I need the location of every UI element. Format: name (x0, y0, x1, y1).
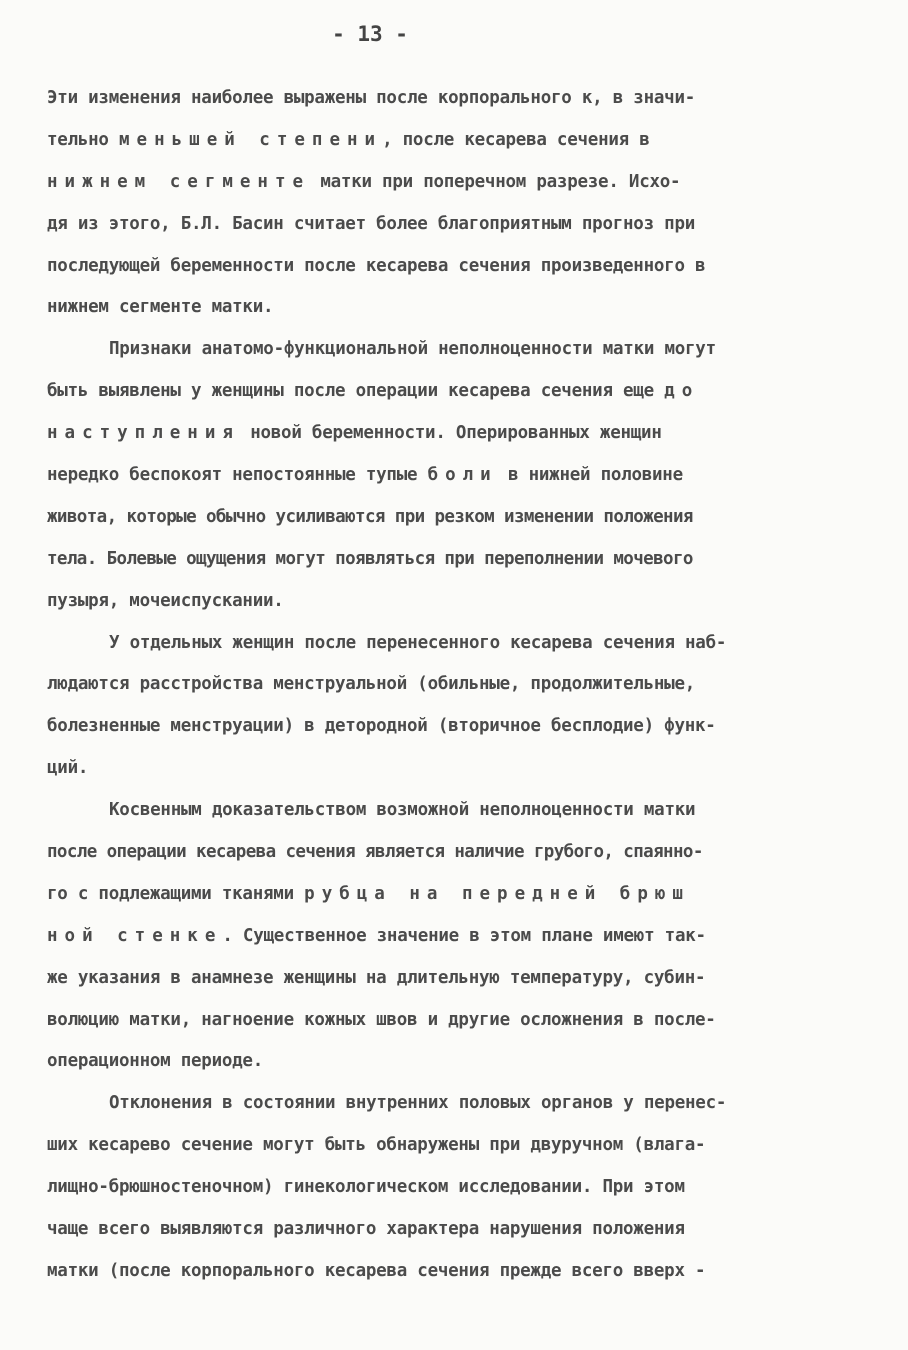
text-line: болезненные менструации) в детородной (вторичное бесплодие) функ- (47, 716, 716, 737)
text-line: нередко беспокоят непостоянные тупые боли в нижней половине (47, 465, 683, 486)
text-line: Эти изменения наиболее выражены после корпорального к, в значи- (47, 88, 696, 108)
text-line: тела. Болевые ощущения могут появляться при переполнении мочевого (47, 548, 693, 569)
text-line: ших кесарево сечение могут быть обнаружены при двуручном (влага- (47, 1135, 706, 1156)
text-line: нижнем сегменте матки при поперечном разрезе. Исхо- (47, 171, 681, 192)
paragraph-start-line: Косвенным доказательством возможной неполноценности матки (109, 800, 696, 821)
text-line: го с подлежащими тканями рубца на передней брюш (47, 883, 690, 904)
emphasis-spaced: меньшей степени (119, 129, 383, 150)
emphasis-spaced: нижнем сегменте (47, 171, 311, 192)
text-line: быть выявлены у женщины после операции кесарева сечения еще до (47, 381, 700, 402)
text-line: тельно меньшей степени, после кесарева сечения в (47, 129, 650, 150)
text-line: людаются расстройства менструальной (обильные, продолжительные, (47, 674, 696, 695)
text-line: ций. (47, 758, 89, 779)
text-line: последующей беременности после кесарева сечения произведенного в (47, 255, 706, 276)
body-text (47, 78, 857, 1293)
text-line: матки (после корпорального кесарева сечения прежде всего вверх - (47, 1260, 706, 1281)
text-line: пузыря, мочеиспускании. (47, 590, 284, 611)
paragraph-start-line: Отклонения в состоянии внутренних половых органов у перенес- (109, 1093, 727, 1114)
text-line: операционном периоде. (47, 1051, 264, 1072)
text-line: же указания в анамнезе женщины на длительную температуру, субин- (47, 967, 706, 988)
text-line: живота, которые обычно усиливаются при резком изменении положения (47, 506, 693, 527)
text-line: нижнем сегменте матки. (47, 297, 274, 318)
paragraph-start-line: У отдельных женщин после перенесенного кесарева сечения наб- (109, 632, 727, 653)
paragraph-start-line: Признаки анатомо-функциональной неполноценности матки могут (109, 339, 716, 360)
text-line: лищно-брюшностеночном) гинекологическом исследовании. При этом (47, 1177, 685, 1198)
text-line: чаще всего выявляются различного характера нарушения положения (47, 1219, 685, 1240)
emphasis-spaced: наступления (47, 423, 240, 444)
emphasis-spaced: ной стенке (47, 925, 223, 946)
text-line: после операции кесарева сечения является наличие грубого, спаянно- (47, 842, 703, 863)
emphasis-spaced: рубца на передней брюш (304, 883, 690, 904)
page-number: - 13 - (332, 22, 408, 46)
text-line: дя из этого, Б.Л. Басин считает более благоприятным прогноз при (47, 213, 696, 234)
emphasis-spaced: боли (427, 465, 498, 486)
emphasis-spaced: до (664, 381, 700, 402)
text-line: ной стенке. Существенное значение в этом плане имеют так- (47, 925, 706, 946)
text-line: волюцию матки, нагноение кожных швов и другие осложнения в после- (47, 1009, 716, 1030)
text-line: наступления новой беременности. Оперированных женщин (47, 423, 662, 444)
